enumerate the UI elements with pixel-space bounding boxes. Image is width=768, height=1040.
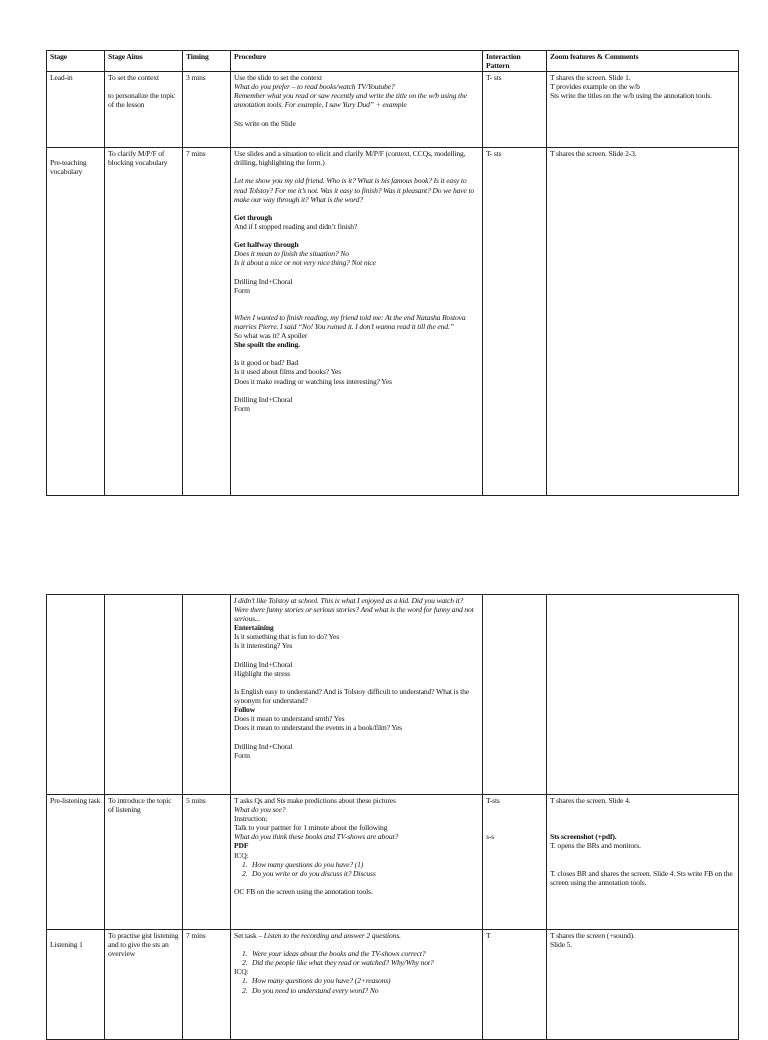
icq-item: 2. Do you write or do you discuss it? Discuss — [242, 868, 376, 878]
header-timing: Timing — [183, 51, 231, 72]
table-row-listening-1 — [47, 930, 739, 1040]
table-row-lead-in — [47, 72, 739, 148]
procedure-text: Is it used about films and books? Yes — [234, 367, 342, 377]
procedure-text: Does it make reading or watching less interesting? Yes — [234, 376, 392, 386]
comment-text: T shares the screen. Slide 1. — [550, 73, 631, 83]
procedure-text: Sts write on the Slide — [234, 118, 296, 128]
procedure-text: Drilling Ind+Choral — [234, 741, 293, 751]
procedure-text: When I wanted to finish reading, my friend told me: At the end Natasha Rostova marries Pierre. I said “No! You ruined it. I don’t wanna read it till the end.” — [234, 312, 466, 331]
procedure-text: And if I stopped reading and didn’t finish? — [234, 221, 358, 231]
comment-text: Sts screenshot (+pdf). — [550, 832, 617, 842]
zoom-comments-cell — [547, 72, 739, 148]
procedure-text: Is it good or bad? Bad — [234, 358, 298, 368]
procedure-text: Remember what you read or saw recently and write the title on the w/b using the annotation tools. For example, I saw Yury Dud” + example — [234, 91, 467, 110]
header-stage-aims: Stage Aims — [105, 51, 183, 72]
procedure-text: What do you see? — [234, 805, 286, 815]
target-word: Follow — [234, 705, 256, 715]
procedure-text: Form — [234, 750, 250, 760]
procedure-text: I didn’t like Tolstoy at school. This is what I enjoyed as a kid. Did you watch it? Were there funny stories or serious stories? And what is the word for funny and not serious... — [234, 596, 474, 624]
zoom-comments-cell — [547, 930, 739, 1040]
stage-cell — [47, 930, 105, 1040]
stage-text: Listening 1 — [50, 940, 83, 950]
procedure-text: Is it interesting? Yes — [234, 641, 293, 651]
procedure-text: Does it mean to finish the situation? No — [234, 249, 349, 259]
procedure-text: Use the slide to set the context — [234, 73, 322, 83]
procedure-cell — [231, 72, 483, 148]
zoom-comments-cell — [547, 595, 739, 795]
procedure-text: So what was it? A spoiler — [234, 331, 308, 341]
interaction-cell — [483, 595, 547, 795]
interaction-cell: T- sts — [483, 148, 547, 496]
timing-cell — [183, 595, 231, 795]
table-row-pre-listening — [47, 795, 739, 930]
stage-text: Pre-teaching vocabulary — [50, 158, 87, 177]
comment-text: Sts write the titles on the w/b using the annotation tools. — [550, 91, 712, 101]
procedure-cell — [231, 148, 483, 496]
header-stage: Stage — [47, 51, 105, 72]
procedure-text: Talk to your partner for 1 minute about the following — [234, 823, 388, 833]
target-word: Get halfway through — [234, 240, 299, 250]
icq-item: 2. Do you need to understand every word? No — [242, 985, 379, 995]
procedure-text: Let me show you my old friend. Who is it? What is his famous book? Is it easy to read Tolstoy? For me it’s not. Was it easy to finish? Was it pleasant? Do we have to make our way through it? What is the word? — [234, 176, 475, 204]
procedure-text: Is it about a nice or not very nice thing? Not nice — [234, 258, 376, 268]
procedure-text: ICQ: — [234, 850, 249, 860]
timing-cell: 5 mins — [183, 795, 231, 930]
icq-item: 1. How many questions do you have? (1) — [242, 859, 364, 869]
stage-aims-cell — [105, 595, 183, 795]
target-word: Get through — [234, 212, 273, 222]
procedure-text: PDF — [234, 841, 249, 851]
header-zoom-comments: Zoom features & Comments — [547, 51, 739, 72]
interaction-text: T-sts — [486, 796, 500, 805]
procedure-text: Highlight the stress — [234, 668, 291, 678]
interaction-cell — [483, 795, 547, 930]
zoom-comments-cell: T shares the screen. Slide 2-3. — [547, 148, 739, 496]
procedure-text: Does it mean to understand the events in a book/film? Yes — [234, 723, 402, 733]
procedure-text: What do you think these books and TV-shows are about? — [234, 832, 399, 842]
question-item: 1. Were your ideas about the books and the TV-shows correct? — [242, 949, 426, 959]
table-row-vocab-continued — [47, 595, 739, 795]
stage-aims-cell: To practise gist listening and to give the sts an overview — [105, 930, 183, 1040]
stage-aims-cell: To clarify M/P/F of blocking vocabulary — [105, 148, 183, 496]
procedure-cell — [231, 930, 483, 1040]
interaction-cell: T- sts — [483, 72, 547, 148]
interaction-text: s-s — [486, 832, 494, 842]
procedure-text: OC FB on the screen using the annotation tools. — [234, 886, 373, 896]
header-procedure: Procedure — [231, 51, 483, 72]
lesson-plan-table-2 — [46, 594, 739, 1040]
aims-text: To set the context — [108, 73, 159, 83]
procedure-text: T asks Qs and Sts make predictions about these pictures — [234, 796, 396, 805]
stage-cell: Pre-listening task — [47, 795, 105, 930]
interaction-cell: T — [483, 930, 547, 1040]
procedure-cell — [231, 595, 483, 795]
icq-item: 1. How many questions do you have? (2+reasons) — [242, 976, 391, 986]
target-word: Entertaining — [234, 623, 274, 633]
comment-text: T. opens the BRs and monitors. — [550, 841, 641, 851]
procedure-text: Instruction: — [234, 814, 268, 824]
zoom-comments-cell — [547, 795, 739, 930]
procedure-text: Set task – Listen to the recording and answer 2 questions. — [234, 931, 401, 940]
procedure-text: Is English easy to understand? And is Tolstoy difficult to understand? What is the synonym for understand? — [234, 686, 469, 706]
comment-text: T provides example on the w/b — [550, 82, 640, 92]
question-item: 2. Did the people like what they read or watched? Why/Why not? — [242, 958, 434, 968]
procedure-text: Drilling Ind+Choral — [234, 659, 293, 669]
timing-cell: 3 mins — [183, 72, 231, 148]
aims-text: to personalize the topic of the lesson — [108, 91, 176, 110]
timing-cell: 7 mins — [183, 930, 231, 1040]
stage-cell: Lead-in — [47, 72, 105, 148]
comment-text: T. closes BR and shares the screen. Slide 4. Sts write FB on the screen using the annotation tools. — [550, 868, 733, 887]
timing-cell: 7 mins — [183, 148, 231, 496]
header-interaction-pattern: Interaction Pattern — [483, 51, 547, 72]
comment-text: T shares the screen. Slide 4. — [550, 796, 631, 805]
procedure-text: Use slides and a situation to elicit and clarify M/P/F (context, CCQs, modelling, drilling, highlighting the form.) — [234, 149, 466, 168]
procedure-text: ICQ: — [234, 967, 249, 977]
stage-aims-cell: To introduce the topic of listening — [105, 795, 183, 930]
stage-aims-cell — [105, 72, 183, 148]
comment-text: Slide 5. — [550, 940, 573, 950]
comment-text: T shares the screen (+sound). — [550, 931, 635, 940]
table-header-row — [47, 51, 739, 72]
procedure-text: Is it something that is fun to do? Yes — [234, 632, 340, 642]
stage-cell — [47, 148, 105, 496]
target-word: She spoilt the ending. — [234, 340, 300, 350]
procedure-text: What do you prefer – to read books/watch TV/Youtube? — [234, 82, 395, 92]
table-row-pre-teaching — [47, 148, 739, 496]
procedure-text: Does it mean to understand smth? Yes — [234, 714, 345, 724]
procedure-text: Form — [234, 403, 250, 413]
procedure-text: Drilling Ind+Choral — [234, 394, 293, 404]
stage-cell — [47, 595, 105, 795]
procedure-text: Drilling Ind+Choral — [234, 276, 293, 286]
procedure-text: Form — [234, 285, 250, 295]
procedure-cell — [231, 795, 483, 930]
lesson-plan-table-1 — [46, 50, 739, 496]
